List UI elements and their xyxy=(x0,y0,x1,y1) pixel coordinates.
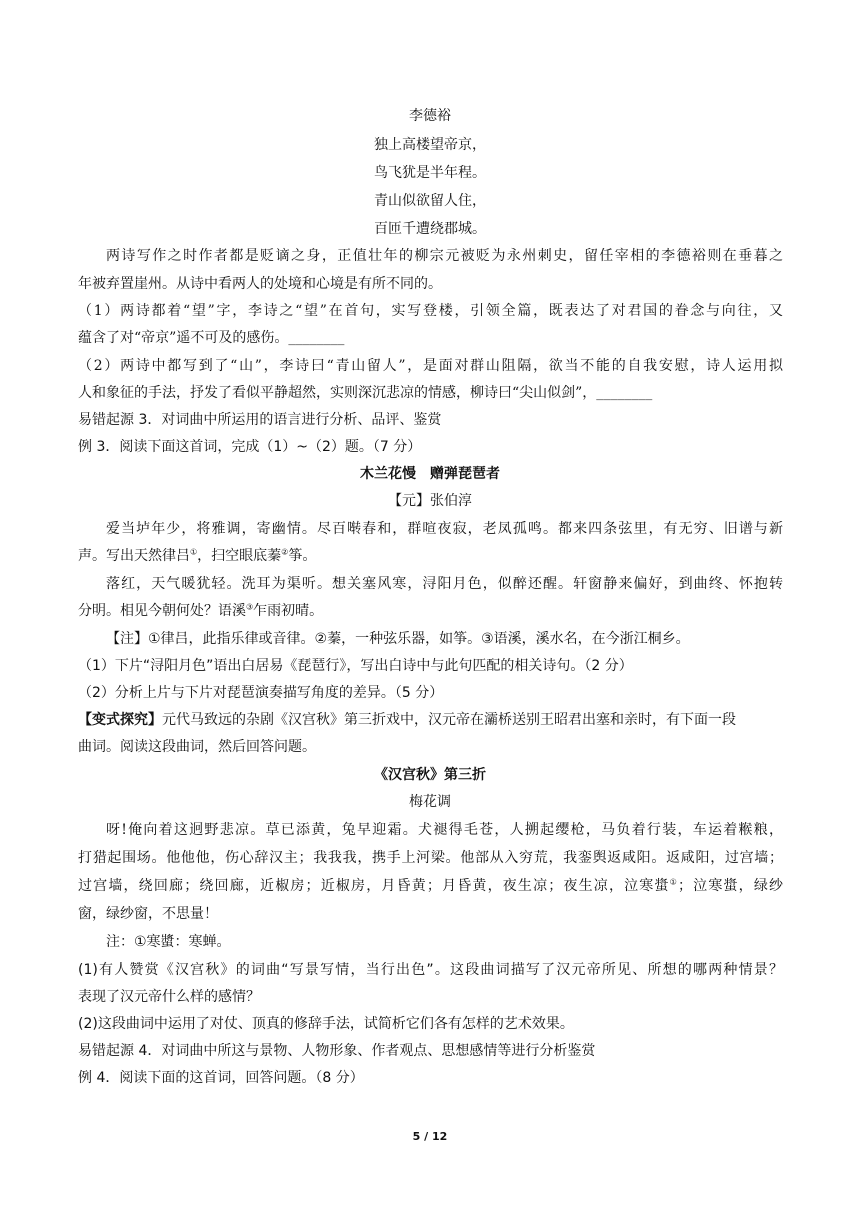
section-heading: 易错起源 4．对词曲中所这与景物、人物形象、作者观点、思想感情等进行分析鉴赏 xyxy=(78,1043,596,1059)
question-text: (2)这段曲词中运用了对仗、顶真的修辞手法，试简析它们各有怎样的艺术效果。 xyxy=(78,1016,574,1032)
poem-line: 青山似欲留人住， xyxy=(374,193,486,209)
question-text: (1)有人赞赏《汉宫秋》的词曲“写景写情，当行出色”。这段曲词描写了汉元帝所见、所想的哪两种情景？ xyxy=(78,962,783,978)
ci-text: 分明。相见今朝何处？语溪③乍雨初晴。 xyxy=(78,602,324,619)
hgq-text: 打猎起围场。他他他，伤心辞汉主；我我我，携手上河梁。他部从入穷荒，我銮舆返咸阳。返咸阳，过宫墙； xyxy=(78,850,783,866)
commentary: 年被弃置崖州。从诗中看两人的处境和心境是有所不同的。 xyxy=(78,276,442,292)
section-heading: 易错起源 3．对词曲中所运用的语言进行分析、品评、鉴赏 xyxy=(78,412,442,428)
variant-intro: 曲词。阅读这段曲词，然后回答问题。 xyxy=(78,739,316,755)
hgq-tune: 梅花调 xyxy=(409,794,451,810)
question-text: （2）两诗中都写到了“山”，李诗曰“青山留人”，是面对群山阻隔，欲当不能的自我安慰，诗人运用拟 xyxy=(78,358,783,374)
hgq-text: 窗，绿纱窗，不思量！ xyxy=(78,906,218,922)
ci-author: 【元】张伯淳 xyxy=(388,493,472,509)
ci-title: 木兰花慢 赠弹琵琶者 xyxy=(360,466,500,482)
poem-line: 独上高楼望帝京， xyxy=(374,137,486,153)
question-text: （1）两诗都着“望”字，李诗之“望”在首句，实写登楼，引领全篇，既表达了对君国的眷念与向往，又 xyxy=(78,303,783,319)
poem-line: 鸟飞犹是半年程。 xyxy=(374,165,486,181)
hgq-text: 呀!俺向着这迥野悲凉。草已添黄，兔早迎霜。犬褪得毛苍，人搠起缨枪，马负着行装，车运着糇粮， xyxy=(106,822,783,838)
ci-text: 声。写出天然律吕①，扫空眼底蓁②筝。 xyxy=(78,547,317,564)
ci-note: 【注】①律吕，此指乐律或音律。②蓁，一种弦乐器，如筝。③语溪，溪水名，在今浙江桐乡。 xyxy=(106,631,690,647)
poem-author: 李德裕 xyxy=(409,108,451,124)
question-text: 蕴含了对“帝京”遥不可及的感伤。________ xyxy=(78,330,345,346)
question-text: 表现了汉元帝什么样的感情？ xyxy=(78,989,260,1005)
page-number: 5 / 12 xyxy=(412,1130,448,1143)
example-heading: 例 3．阅读下面这首词，完成（1）~（2）题。（7 分） xyxy=(78,439,422,455)
variant-intro: 【变式探究】元代马致远的杂剧《汉宫秋》第三折戏中，汉元帝在灞桥送别王昭君出塞和亲时，有下面一段 xyxy=(78,712,736,728)
question-text: 人和象征的手法，抒发了看似平静超然，实则深沉悲凉的情感，柳诗曰“尖山似剑”，________ xyxy=(78,385,653,401)
question-text: （1）下片“浔阳月色”语出白居易《琵琶行》，写出白诗中与此句匹配的相关诗句。（2 分） xyxy=(78,658,633,674)
poem-line: 百匝千遭绕郡城。 xyxy=(374,221,486,237)
example-heading: 例 4．阅读下面的这首词，回答问题。（8 分） xyxy=(78,1070,364,1086)
question-text: （2）分析上片与下片对琵琶演奏描写角度的差异。（5 分） xyxy=(78,685,444,701)
hgq-text: 过宫墙，绕回廊；绕回廊，近椒房；近椒房，月昏黄；月昏黄，夜生凉；夜生凉，泣寒螀①；泣寒螀，绿纱 xyxy=(78,877,784,894)
hgq-note: 注：①寒螿：寒蝉。 xyxy=(106,934,231,950)
ci-text: 落红，天气暖犹轻。洗耳为渠听。想关塞风寒，浔阳月色，似醉还醒。轩窗静来偏好，到曲终、怀抱转 xyxy=(106,576,783,592)
commentary: 两诗写作之时作者都是贬谪之身，正值壮年的柳宗元被贬为永州刺史，留任宰相的李德裕则在垂暮之 xyxy=(106,248,783,264)
ci-text: 爱当垆年少，将雅调，寄幽情。尽百啭春和，群喧夜寂，老凤孤鸣。都来四条弦里，有无穷、旧谱与新 xyxy=(106,521,783,537)
hgq-title: 《汉宫秋》第三折 xyxy=(374,767,486,783)
